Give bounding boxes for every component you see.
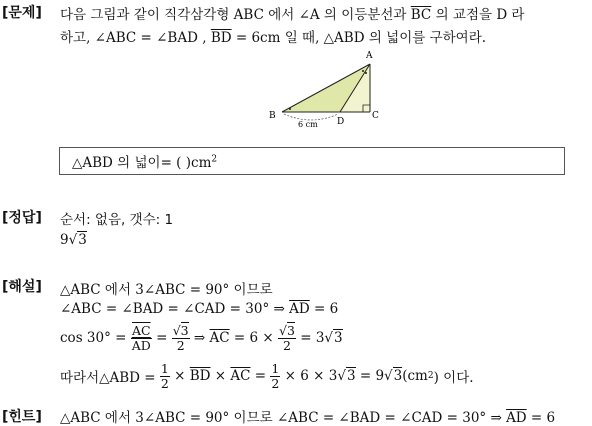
- solution-line-3: cos 30° = $\frac{\overline{AC}}{AD}$ = $\frac{√3}{2}$ ⇒ $\overline{AC}$ = 6 × $\frac{√3}{2}$ = 3 √3: [60, 323, 343, 353]
- solution-line-4: 따라서△ABD = $\frac{1}{2}$ × $\overline{BD}$ × $\overline{AC}$ = $\frac{1}{2}$ × 6 × 3 √3 = 9 √3 (cm 2 ) 이다.: [60, 361, 474, 391]
- problem-line-1: 다음 그림과 같이 직각삼각형 ABC 에서 ∠A 의 이등분선과 $\overline{BC}$ 의 교점을 D 라: [60, 7, 525, 23]
- label-d: D: [337, 117, 345, 127]
- answer-box-text: △ABD 의 넓이= ( )$cm^2$: [72, 154, 218, 171]
- triangle-figure: [262, 48, 392, 132]
- solution-tag: [해설]: [2, 279, 42, 295]
- label-b: B: [269, 111, 276, 121]
- hint-line-1: △ABC 에서 3∠ABC = 90° 이므로 ∠ABC = ∠BAD = ∠CAD = 30° ⇒ $\overline{AD} = 6$: [60, 410, 556, 426]
- answer-line-2: 9√3: [60, 232, 87, 248]
- solution-line-2: ∠ABC = ∠BAD = ∠CAD = 30° ⇒ $\overline{AD} = 6$: [60, 301, 339, 317]
- problem-line-2: 하고, ∠ABC = ∠BAD , $\overline{BD} = 6cm$ 일 때, △ABD 의 넓이를 구하여라.: [60, 30, 487, 46]
- label-c: C: [372, 111, 379, 121]
- solution-line-1: △ABC 에서 3∠ABC = 90° 이므로: [60, 282, 273, 298]
- label-a: A: [366, 51, 373, 61]
- answer-line-1: 순서: 없음, 갯수: 1: [60, 212, 174, 228]
- answer-tag: [정답]: [2, 210, 42, 226]
- hint-tag: [힌트]: [2, 409, 42, 425]
- problem-tag: [문제]: [2, 5, 42, 21]
- label-bd-length: 6 cm: [298, 120, 318, 129]
